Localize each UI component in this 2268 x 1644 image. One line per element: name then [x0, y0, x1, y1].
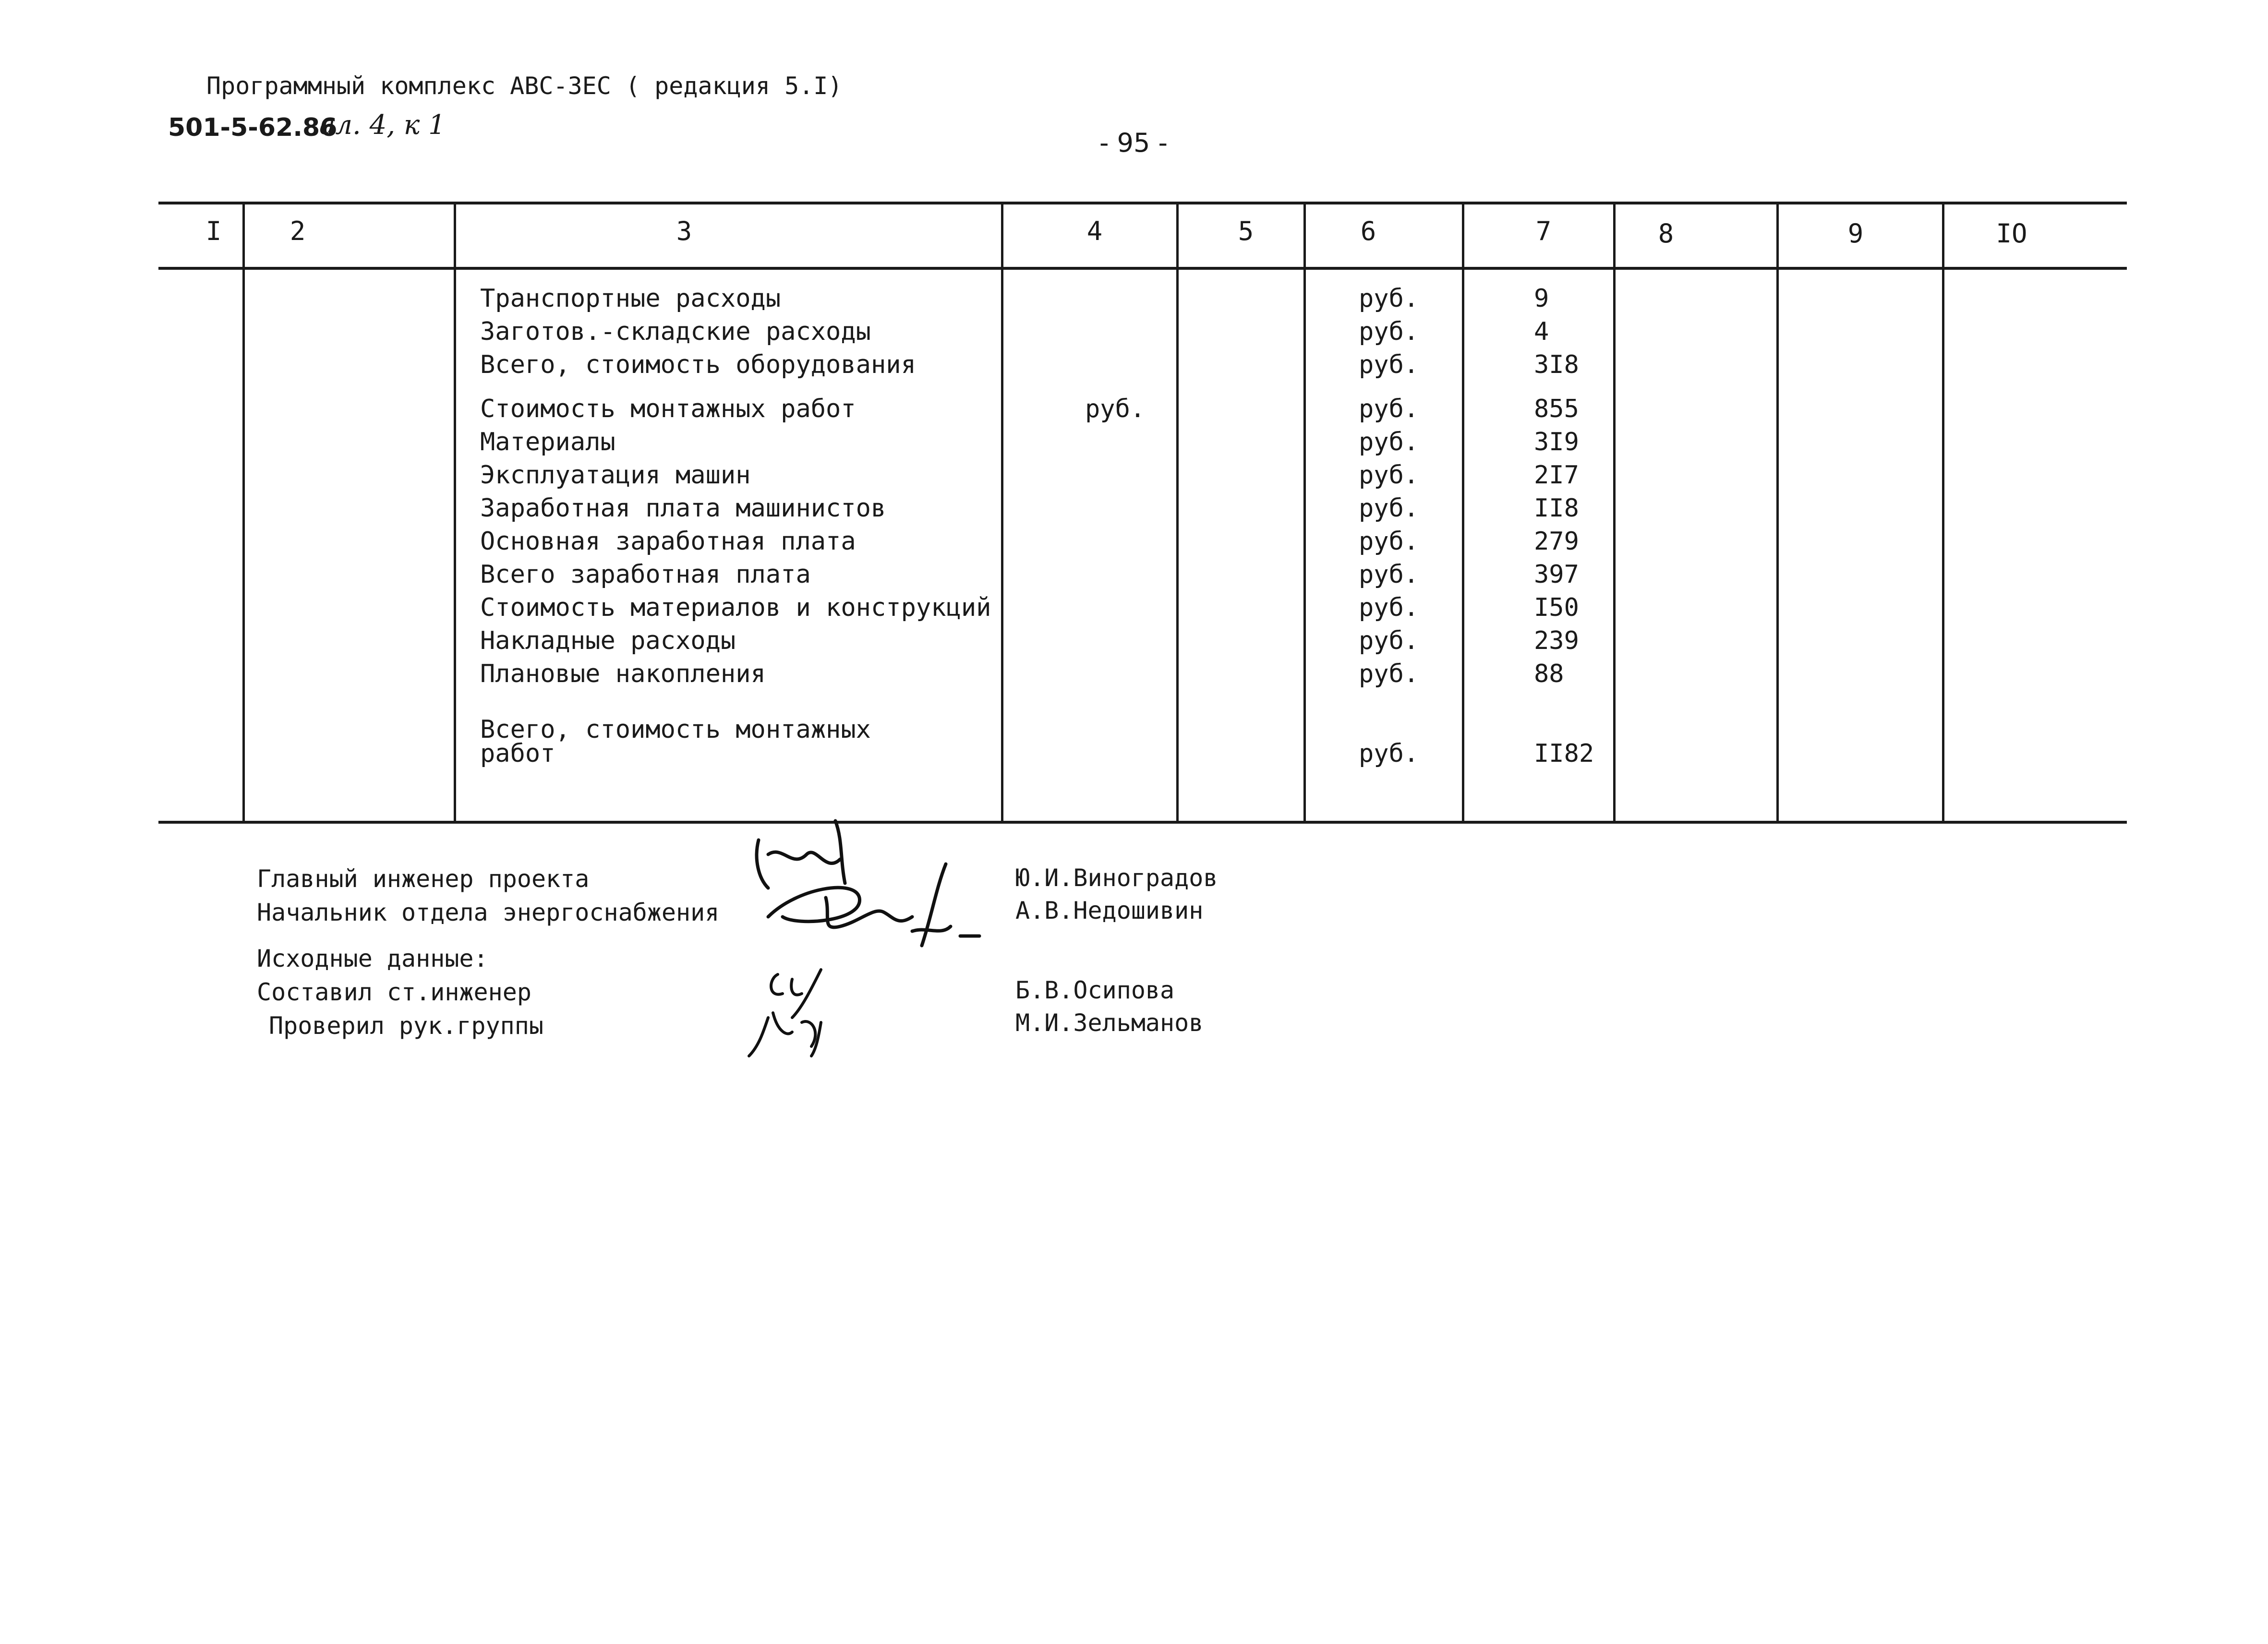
compiled-label: Составил ст.инженер: [257, 978, 531, 1006]
col-header-3: 3: [676, 216, 692, 246]
row-name: Заработная плата машинистов: [480, 494, 886, 523]
col-divider-6: [1462, 202, 1464, 822]
row-value: I50: [1534, 593, 1579, 622]
doc-code: 501-5-62.86: [168, 113, 338, 142]
row-unit: руб.: [1359, 317, 1419, 346]
row-name: Заготов.-складские расходы: [480, 317, 871, 346]
col-header-2: 2: [290, 216, 306, 246]
signature-upper-scribble: [739, 811, 989, 965]
row-value: 855: [1534, 395, 1579, 423]
row-value: II8: [1534, 494, 1579, 523]
row-unit: руб.: [1359, 350, 1419, 379]
col-header-6: 6: [1360, 216, 1376, 246]
program-title: Программный комплекс АВС-ЗЕС ( редакция 5.I): [206, 72, 843, 100]
row-value: 3I8: [1534, 350, 1579, 379]
compiled-name: Б.В.Осипова: [1015, 976, 1175, 1004]
page-number: - 95 -: [1099, 128, 1168, 158]
row-value: 3I9: [1534, 428, 1579, 456]
row-name: Эксплуатация машин: [480, 461, 751, 490]
col-divider-1: [242, 202, 245, 822]
row-value: 397: [1534, 560, 1579, 589]
col-divider-2: [454, 202, 456, 822]
chief-engineer-label: Главный инженер проекта: [257, 865, 590, 893]
col-divider-8: [1776, 202, 1779, 822]
row-unit: руб.: [1359, 739, 1419, 768]
row-unit: руб.: [1359, 395, 1419, 423]
checked-name: М.И.Зельманов: [1015, 1009, 1204, 1037]
row-name-continued: работ: [480, 739, 555, 768]
dept-head-name: А.В.Недошивин: [1015, 897, 1204, 924]
col-divider-5: [1303, 202, 1306, 822]
row-name: Плановые накопления: [480, 660, 766, 688]
col-divider-9: [1942, 202, 1944, 822]
col-header-7: 7: [1535, 216, 1552, 246]
row-name: Транспортные расходы: [480, 284, 781, 313]
doc-mark-handwritten: ал. 4, к 1: [319, 109, 446, 141]
row-value: II82: [1534, 739, 1594, 768]
row-unit: руб.: [1359, 461, 1419, 490]
chief-engineer-name: Ю.И.Виноградов: [1015, 864, 1218, 892]
row-unit: руб.: [1359, 660, 1419, 688]
row-name: Основная заработная плата: [480, 527, 856, 556]
col-divider-7: [1613, 202, 1616, 822]
signature-lower-scribble: [739, 960, 855, 1061]
row-name: Всего, стоимость оборудования: [480, 350, 916, 379]
dept-head-label: Начальник отдела энергоснабжения: [257, 899, 720, 926]
row-value: 4: [1534, 317, 1549, 346]
row-unit: руб.: [1359, 428, 1419, 456]
col-header-1: I: [205, 216, 222, 246]
row-unit: руб.: [1359, 284, 1419, 313]
row-name: Стоимость материалов и конструкций: [480, 593, 991, 622]
row-name: Всего заработная плата: [480, 560, 811, 589]
col-divider-3: [1001, 202, 1003, 822]
checked-label: Проверил рук.группы: [269, 1012, 543, 1040]
row-unit: руб.: [1359, 527, 1419, 556]
row-col4: руб.: [1085, 395, 1146, 423]
row-unit: руб.: [1359, 593, 1419, 622]
col-header-4: 4: [1086, 216, 1103, 246]
row-value: 239: [1534, 626, 1579, 655]
source-data-label: Исходные данные:: [257, 945, 488, 972]
row-unit: руб.: [1359, 494, 1419, 523]
row-name: Накладные расходы: [480, 626, 736, 655]
row-value: 2I7: [1534, 461, 1579, 490]
row-name: Всего, стоимость монтажных: [480, 715, 871, 744]
col-divider-4: [1176, 202, 1179, 822]
row-value: 88: [1534, 660, 1564, 688]
row-unit: руб.: [1359, 560, 1419, 589]
col-header-8: 8: [1658, 218, 1674, 249]
col-header-9: 9: [1847, 218, 1864, 249]
col-header-5: 5: [1238, 216, 1254, 246]
row-name: Стоимость монтажных работ: [480, 395, 856, 423]
row-value: 279: [1534, 527, 1579, 556]
col-header-10: IO: [1996, 218, 2027, 249]
row-name: Материалы: [480, 428, 615, 456]
row-value: 9: [1534, 284, 1549, 313]
row-unit: руб.: [1359, 626, 1419, 655]
